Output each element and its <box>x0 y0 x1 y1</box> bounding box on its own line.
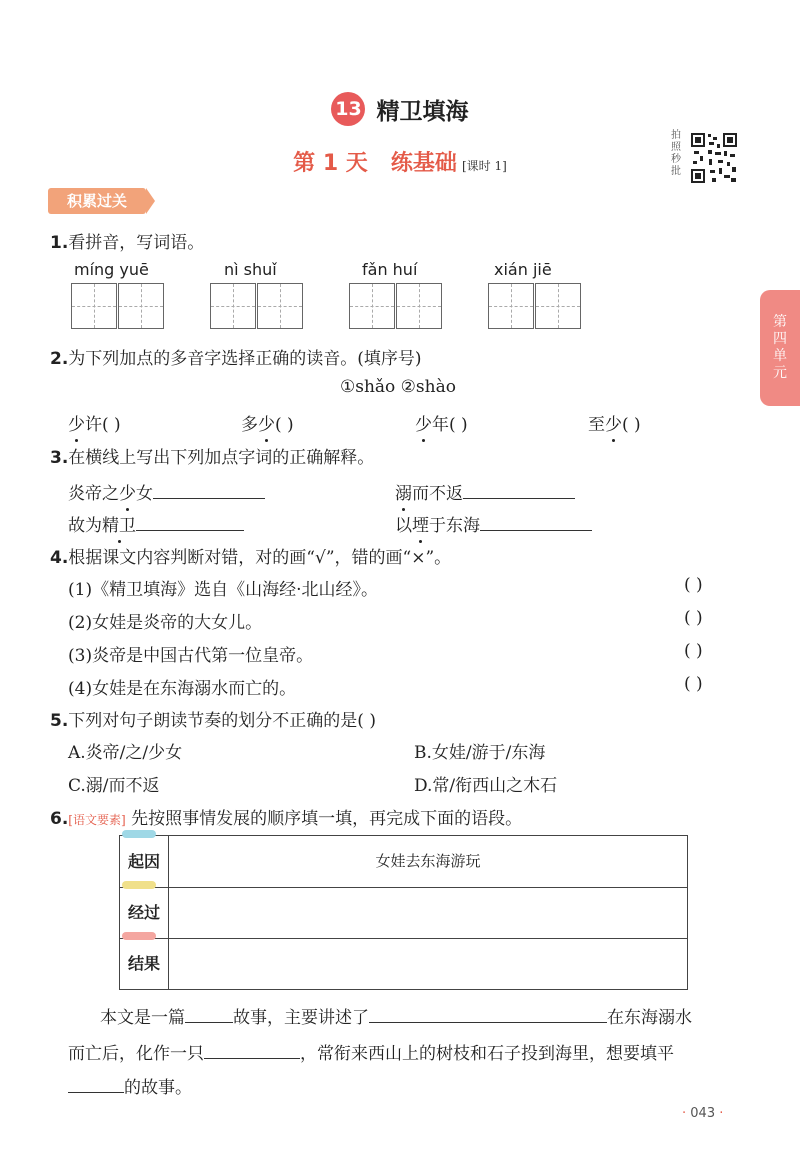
item-text: 炎帝之 <box>68 484 119 504</box>
item-text: 以 <box>395 516 412 536</box>
pinyin-4: xián jiē <box>494 260 552 279</box>
question-number: 5. <box>50 711 69 731</box>
lesson-title-block <box>0 92 800 126</box>
question-number: 6. <box>50 809 69 829</box>
writing-box[interactable] <box>118 283 164 329</box>
writing-box[interactable] <box>396 283 442 329</box>
question-text: 下列对句子朗读节奏的划分不正确的是( ) <box>68 711 376 731</box>
answer-paren[interactable]: ( ) <box>684 608 703 628</box>
answer-line[interactable] <box>480 512 592 531</box>
dotted-char: 少 <box>119 479 136 504</box>
question-number: 1. <box>50 233 69 253</box>
row-label <box>120 938 169 989</box>
item-text: 于东海 <box>429 516 480 536</box>
writing-box[interactable] <box>257 283 303 329</box>
tag-icon <box>122 830 156 838</box>
row-value[interactable] <box>169 887 687 938</box>
row-value[interactable] <box>169 938 687 989</box>
para-text: 在东海溺水 <box>607 1008 692 1028</box>
answer-line[interactable] <box>204 1040 300 1059</box>
answer-paren[interactable]: ( ) <box>684 575 703 595</box>
answer-line[interactable] <box>185 1004 233 1023</box>
dotted-char: 少 <box>68 410 85 435</box>
item-text: 而不返 <box>412 484 463 504</box>
page-number-text: 043 <box>690 1106 716 1121</box>
question-3 <box>50 443 374 468</box>
dotted-char: 少 <box>258 410 275 435</box>
question-text: 看拼音，写词语。 <box>68 233 205 253</box>
dotted-char: 少 <box>605 410 622 435</box>
answer-paren[interactable]: ( ) <box>684 674 703 694</box>
question-text: 在横线上写出下列加点字词的正确解释。 <box>68 448 375 468</box>
option-a[interactable]: A.炎帝/之/少女 <box>68 743 183 763</box>
dotted-char: 精卫 <box>102 511 136 536</box>
question-number: 3. <box>50 448 69 468</box>
writing-box[interactable] <box>71 283 117 329</box>
q2-item[interactable] <box>241 410 294 435</box>
pinyin-1: míng yuē <box>74 260 149 279</box>
answer-line[interactable] <box>68 1074 124 1093</box>
option-c[interactable]: C.溺/而不返 <box>68 776 160 796</box>
question-number: 4. <box>50 548 69 568</box>
item-text: ( ) <box>622 415 641 435</box>
q4-item: (2)女娃是炎帝的大女儿。 <box>68 613 263 633</box>
q4-item: (4)女娃是在东海溺水而亡的。 <box>68 679 297 699</box>
item-text: 许( ) <box>85 415 121 435</box>
lesson-number: 13 <box>331 92 365 126</box>
question-text: 先按照事情发展的顺序填一填，再完成下面的语段。 <box>131 809 523 829</box>
pinyin-2: nì shuǐ <box>224 260 277 279</box>
q3-item <box>68 511 244 536</box>
item-text: 女 <box>136 484 153 504</box>
answer-line[interactable] <box>369 1004 607 1023</box>
para-text: 故事，主要讲述了 <box>233 1008 369 1028</box>
period-label: [课时 1] <box>462 159 507 173</box>
answer-line[interactable] <box>463 480 575 499</box>
row-label-text: 经过 <box>127 903 160 922</box>
unit-tab[interactable] <box>760 290 800 406</box>
day-label: 第 1 天 <box>293 151 368 176</box>
dotted-char: 少 <box>415 410 432 435</box>
dotted-char: 堙 <box>412 511 429 536</box>
writing-box[interactable] <box>210 283 256 329</box>
qr-code-icon[interactable] <box>690 132 738 184</box>
writing-box[interactable] <box>535 283 581 329</box>
answer-line[interactable] <box>153 480 265 499</box>
item-text: 年( ) <box>432 415 468 435</box>
para-text: ，常衔来西山上的树枝和石子投到海里，想要填平 <box>300 1044 674 1064</box>
day-title: 练基础 <box>390 151 457 176</box>
row-label-text: 起因 <box>127 852 160 871</box>
para-text: 的故事。 <box>124 1078 192 1098</box>
para-text: 本文是一篇 <box>100 1008 185 1028</box>
para-text: 而亡后，化作一只 <box>68 1044 204 1064</box>
item-text: ( ) <box>275 415 294 435</box>
item-text: 故为 <box>68 516 102 536</box>
tag-icon <box>122 881 156 889</box>
dotted-char: 溺 <box>395 479 412 504</box>
writing-box[interactable] <box>349 283 395 329</box>
item-text: 至 <box>588 415 605 435</box>
q2-item[interactable] <box>68 410 121 435</box>
section-badge: 积累过关 <box>48 188 146 214</box>
question-6 <box>50 804 522 829</box>
option-d[interactable]: D.常/衔西山之木石 <box>414 776 558 796</box>
table-row <box>120 938 687 989</box>
lesson-title: 精卫填海 <box>376 98 469 125</box>
paragraph-line-1 <box>100 1003 692 1028</box>
question-2 <box>50 344 422 369</box>
row-label <box>120 887 169 938</box>
language-element-tag: [语文要素] <box>68 813 126 827</box>
story-table <box>119 835 688 990</box>
unit-tab-label: 第四单元 <box>773 314 787 381</box>
qr-label: 拍照秒批 <box>671 130 681 177</box>
question-4 <box>50 543 451 568</box>
table-row <box>120 836 687 888</box>
table-row <box>120 887 687 939</box>
q4-item: (1)《精卫填海》选自《山海经·北山经》。 <box>68 580 378 600</box>
question-5 <box>50 706 376 731</box>
answer-line[interactable] <box>136 512 244 531</box>
row-value[interactable]: 女娃去东海游玩 <box>375 852 481 870</box>
q4-item: (3)炎帝是中国古代第一位皇帝。 <box>68 646 314 666</box>
answer-paren[interactable]: ( ) <box>684 641 703 661</box>
q2-item[interactable] <box>415 410 468 435</box>
paragraph-line-3 <box>68 1073 192 1098</box>
pinyin-3: fǎn huí <box>362 260 418 279</box>
option-b[interactable]: B.女娃/游于/东海 <box>414 743 546 763</box>
writing-box[interactable] <box>488 283 534 329</box>
question-number: 2. <box>50 349 69 369</box>
row-label <box>120 836 169 887</box>
tag-icon <box>122 932 156 940</box>
q2-item[interactable] <box>588 410 641 435</box>
reading-options: ①shǎo ②shào <box>340 377 456 397</box>
question-text: 根据课文内容判断对错，对的画“√”，错的画“×”。 <box>68 548 452 568</box>
q3-item <box>395 479 575 504</box>
question-text: 为下列加点的多音字选择正确的读音。(填序号) <box>68 349 422 369</box>
q3-item <box>68 479 265 504</box>
question-1 <box>50 228 204 253</box>
row-label-text: 结果 <box>127 954 160 973</box>
page-number: · 043 · <box>682 1106 724 1121</box>
q3-item <box>395 511 592 536</box>
item-text: 多 <box>241 415 258 435</box>
paragraph-line-2 <box>68 1039 674 1064</box>
